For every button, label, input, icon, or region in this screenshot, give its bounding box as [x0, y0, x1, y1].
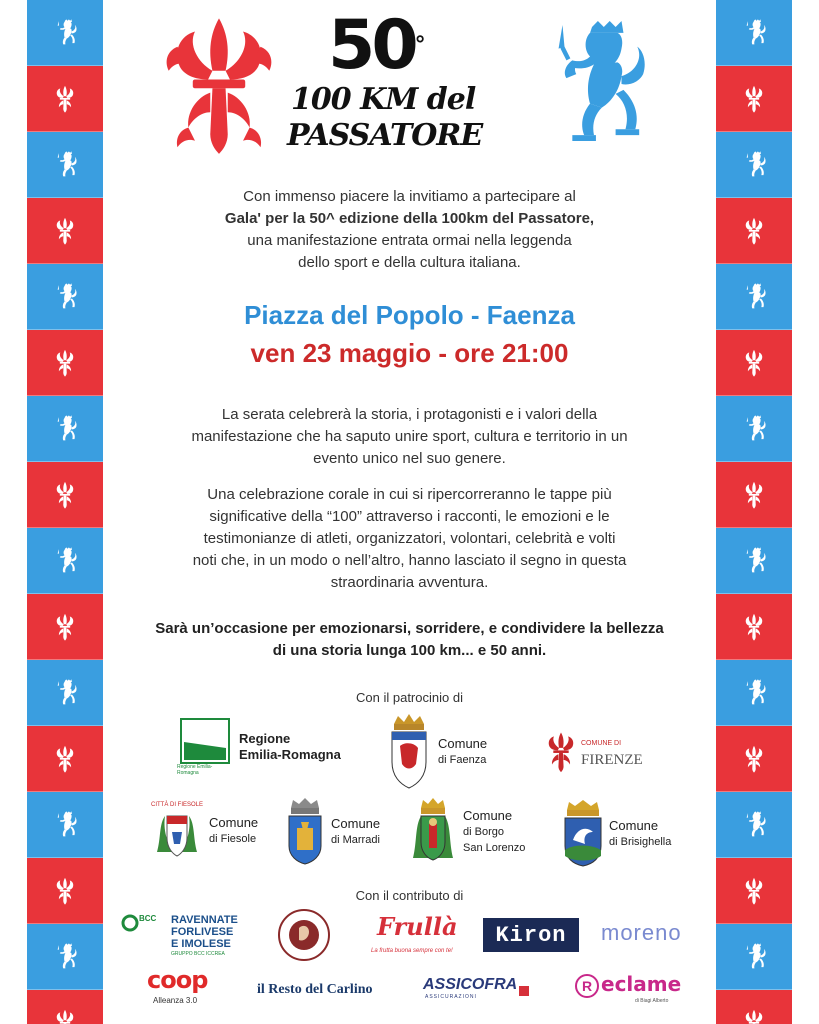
lion-icon	[740, 283, 768, 311]
logo-comune-faenza	[388, 714, 487, 790]
fleur-de-lis-tile	[716, 198, 792, 264]
sponsor-bcc	[121, 912, 249, 960]
intro-line: una manifestazione entrata ormai nella leggenda	[247, 232, 572, 249]
lion-tile	[716, 132, 792, 198]
logo-line: di Faenza	[438, 754, 487, 766]
fiesole-text	[209, 815, 258, 847]
logo-comune-firenze	[545, 730, 643, 774]
fleur-de-lis-icon	[51, 217, 79, 245]
fleur-de-lis-tile	[27, 858, 103, 924]
right-border	[716, 0, 792, 1024]
lion-tile	[27, 924, 103, 990]
reclame-initial: R	[575, 974, 599, 998]
lion-tile	[716, 0, 792, 66]
sponsor-frulla	[371, 912, 467, 962]
event-title-line1: 100 KM del	[291, 82, 476, 117]
sponsor-assicofra	[423, 976, 533, 1006]
fleur-de-lis-tile	[716, 330, 792, 396]
intro-line: Con immenso piacere la invitiamo a partecipare al	[243, 188, 576, 205]
fleur-de-lis-tile	[27, 330, 103, 396]
event-place: Piazza del Popolo - Faenza	[244, 300, 575, 330]
lion-icon	[740, 151, 768, 179]
lion-tile	[716, 264, 792, 330]
sponsor-coop	[147, 966, 219, 1012]
emilia-text	[239, 731, 341, 763]
intro-line: dello sport e della cultura italiana.	[298, 254, 521, 271]
sponsors-label: Con il contributo di	[355, 888, 464, 903]
logo-line: San Lorenzo	[463, 842, 526, 854]
description-paragraph-2	[103, 484, 716, 594]
fleur-de-lis-tile	[716, 858, 792, 924]
lion-icon	[51, 943, 79, 971]
logo-comune-brisighella	[563, 800, 671, 868]
fleur-de-lis-icon	[740, 745, 768, 773]
fleur-de-lis-icon	[740, 349, 768, 377]
paragraph-line: straordinaria avventura.	[330, 574, 489, 591]
bcc-logo-icon	[121, 914, 139, 932]
bcc-line: RAVENNATE	[171, 914, 238, 926]
closing-paragraph	[103, 618, 716, 662]
paragraph-line: Una celebrazione corale in cui si ripercorreranno le tappe più	[207, 486, 612, 503]
sponsor-resto-del-carlino	[257, 980, 387, 1000]
fleur-de-lis-icon	[740, 1009, 768, 1024]
paragraph-line: di una storia lunga 100 km... e 50 anni.	[272, 642, 547, 659]
logo-line: Comune	[209, 815, 259, 830]
lion-tile	[716, 660, 792, 726]
paragraph-line: Sarà un’occasione per emozionarsi, sorridere, e condividere la bellezza	[155, 620, 664, 637]
fleur-de-lis-tile	[716, 990, 792, 1024]
lion-icon	[51, 415, 79, 443]
paragraph-line: manifestazione che ha saputo unire sport, cultura e territorio in un	[191, 428, 628, 445]
lion-icon	[51, 151, 79, 179]
event-title-line2: PASSATORE	[287, 118, 483, 153]
paragraph-line: evento unico nel suo genere.	[313, 450, 506, 467]
lion-icon	[51, 547, 79, 575]
logo-line: FIRENZE	[581, 752, 643, 768]
sponsor-kiron	[483, 918, 579, 952]
frulla-tagline: La frutta buona sempre con te!	[371, 948, 453, 954]
bcc-line: GRUPPO BCC ICCREA	[171, 951, 225, 957]
fiesole-crest-text: CITTÀ DI FIESOLE	[151, 802, 204, 808]
emilia-caption: Regione Emilia-Romagna	[177, 764, 213, 776]
marzocco-lion-icon	[533, 18, 651, 148]
fleur-de-lis-icon	[51, 613, 79, 641]
lion-icon	[740, 415, 768, 443]
logo-line: Comune	[463, 808, 513, 823]
florentine-lily-icon	[163, 14, 275, 156]
anniversary-number: 50°	[328, 16, 426, 70]
fiesole-crest	[151, 802, 203, 860]
paragraph-line: noti che, in un modo o nell’altro, hanno lasciato il segno in questa	[192, 552, 627, 569]
assicofra-mark	[519, 986, 529, 996]
emilia-romagna-mark	[177, 718, 233, 776]
faenza-crest-icon	[388, 714, 430, 790]
paragraph-line: La serata celebrerà la storia, i protagonisti e i valori della	[221, 406, 598, 423]
lion-tile	[716, 792, 792, 858]
fleur-de-lis-tile	[27, 198, 103, 264]
fiesole-crest-icon	[153, 808, 201, 860]
lion-tile	[27, 660, 103, 726]
logo-line: di Marradi	[331, 834, 380, 846]
lion-tile	[27, 792, 103, 858]
header	[103, 8, 716, 158]
coop-sub: Alleanza 3.0	[153, 996, 198, 1005]
moreno-name: moreno	[601, 920, 682, 945]
fleur-de-lis-icon	[51, 481, 79, 509]
sponsor-reclame	[575, 972, 685, 1008]
brisighella-text	[609, 818, 671, 850]
faenza-text	[438, 736, 487, 768]
fleur-de-lis-icon	[740, 217, 768, 245]
lion-icon	[740, 811, 768, 839]
lion-tile	[27, 528, 103, 594]
assicofra-sub: ASSICURAZIONI	[425, 994, 477, 1000]
lion-icon	[51, 811, 79, 839]
logo-line: Emilia-Romagna	[239, 747, 341, 762]
lion-tile	[716, 924, 792, 990]
bcc-line: E IMOLESE	[171, 938, 231, 950]
reclame-sub: di Biagi Alberto	[635, 998, 669, 1004]
event-datetime: ven 23 maggio - ore 21:00	[250, 338, 569, 368]
emilia-romagna-icon	[180, 718, 230, 764]
lion-icon	[740, 547, 768, 575]
lion-tile	[716, 528, 792, 594]
logo-line: Comune	[609, 818, 659, 833]
fleur-de-lis-tile	[27, 990, 103, 1024]
coop-name: coop	[147, 966, 208, 994]
fleur-de-lis-icon	[51, 877, 79, 905]
bcc-prefix: BCC	[139, 914, 157, 923]
logo-line: Comune	[331, 816, 381, 831]
fleur-de-lis-icon	[740, 481, 768, 509]
lion-icon	[740, 19, 768, 47]
logo-comune-fiesole	[151, 802, 258, 860]
resto-name: il Resto del Carlino	[257, 982, 373, 997]
consorzio-seal-icon	[277, 908, 331, 962]
brisighella-crest-icon	[563, 800, 603, 868]
fleur-de-lis-tile	[716, 594, 792, 660]
logo-line: Comune	[438, 736, 488, 751]
paragraph-line: significative della “100” attraverso i racconti, le emozioni e le	[209, 508, 610, 525]
fleur-de-lis-icon	[51, 349, 79, 377]
logo-comune-borgo-san-lorenzo	[409, 798, 525, 866]
fleur-de-lis-icon	[51, 85, 79, 113]
description-paragraph-1	[103, 404, 716, 470]
lion-icon	[51, 679, 79, 707]
fleur-de-lis-icon	[51, 745, 79, 773]
fleur-de-lis-icon	[740, 613, 768, 641]
firenze-text	[581, 736, 643, 768]
kiron-name: Kiron	[495, 923, 567, 948]
consorzio-name	[277, 908, 278, 909]
invitation-card	[103, 0, 716, 1024]
logo-line: Regione	[239, 731, 291, 746]
fleur-de-lis-tile	[27, 726, 103, 792]
logo-comune-marradi	[285, 798, 380, 866]
paragraph-line: testimonianze di atleti, organizzatori, volontari, celebrità e volti	[203, 530, 616, 547]
lion-tile	[27, 264, 103, 330]
logo-regione-emilia-romagna	[177, 718, 341, 776]
fleur-de-lis-tile	[27, 66, 103, 132]
intro-line: Gala' per la 50^ edizione della 100km del Passatore,	[224, 210, 595, 227]
lion-tile	[716, 396, 792, 462]
firenze-lily-icon	[545, 730, 577, 774]
assicofra-name: ASSICOFRA	[423, 976, 518, 993]
frulla-name: Frullà	[377, 912, 458, 941]
marradi-text	[331, 816, 380, 848]
sponsor-consorzio-vini	[277, 908, 331, 962]
marradi-crest-icon	[285, 798, 325, 866]
lion-tile	[27, 0, 103, 66]
logo-line: di Fiesole	[209, 833, 257, 845]
lion-tile	[27, 132, 103, 198]
fleur-de-lis-tile	[716, 66, 792, 132]
lion-tile	[27, 396, 103, 462]
lion-icon	[51, 19, 79, 47]
fleur-de-lis-tile	[27, 594, 103, 660]
left-border	[27, 0, 103, 1024]
patronage-label: Con il patrocinio di	[356, 690, 463, 705]
fleur-de-lis-tile	[716, 462, 792, 528]
borgo-crest-icon	[409, 798, 457, 866]
fleur-de-lis-tile	[716, 726, 792, 792]
lion-icon	[740, 943, 768, 971]
reclame-name: eclame	[601, 972, 682, 996]
lion-icon	[740, 679, 768, 707]
logo-line: COMUNE DI	[581, 740, 622, 747]
fleur-de-lis-icon	[740, 85, 768, 113]
fleur-de-lis-tile	[27, 462, 103, 528]
logo-line: di Borgo	[463, 826, 504, 838]
bcc-line: FORLIVESE	[171, 926, 234, 938]
intro-text	[103, 186, 716, 274]
fleur-de-lis-icon	[51, 1009, 79, 1024]
lion-icon	[51, 283, 79, 311]
borgo-text	[463, 808, 525, 856]
sponsor-moreno	[601, 920, 697, 950]
fleur-de-lis-icon	[740, 877, 768, 905]
logo-line: di Brisighella	[609, 836, 672, 848]
